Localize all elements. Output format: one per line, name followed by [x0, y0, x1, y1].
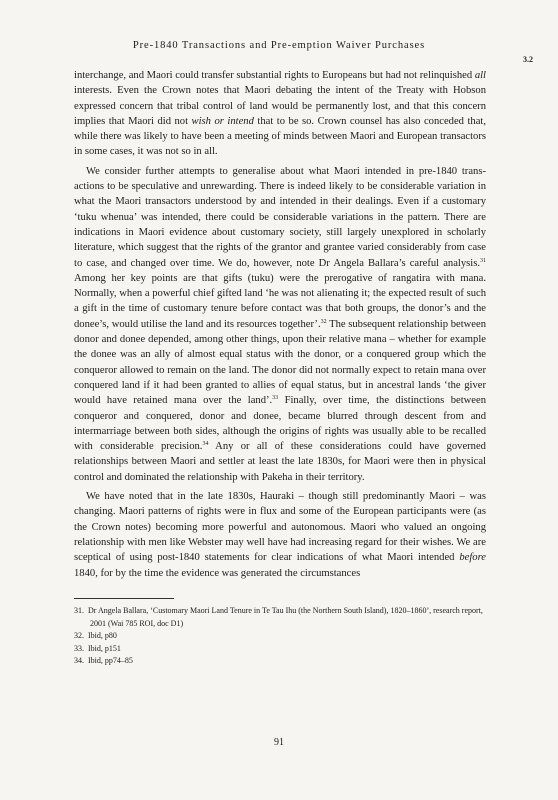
body-text [74, 68, 486, 581]
footnote-31: 31. Dr Angela Ballara, ‘Customary Maori Land Tenure in Te Tau Ihu (the Northern South Island), 1820–1860’, research report, 2001 (Wai 785 ROI, doc D1) [74, 606, 483, 628]
emphasis: before [459, 552, 486, 564]
section-number: 3.2 [523, 55, 533, 64]
paragraph-1: interchange, and Maori could transfer substantial rights to Europeans but had not relinquished all interests. Even the Crown notes that Maori debating the intent of the Treaty with Hobson expressed concern that tribal control of land would be permanently lost, and that this concern implies that Maori did not wish or intend that to be so. Crown counsel has also conceded that, while there was likely to have been a meeting of minds between Maori and European transactors in some cases, it was not so in all. [74, 70, 487, 158]
emphasis: all [474, 70, 486, 81]
page-number: 91 [274, 737, 284, 748]
paragraph-2: We consider further attempts to generalise about what Maori intended in pre-1840 transactions to be speculative and unrewarding. There is indeed likely to be considerable variation in what the Maori transactors understood by and intended in their dealings. Even if a customary ‘tuku whenua’ was intended, there could be considerable variations in the pattern. There are indications in Maori evidence about customary society, still largely unexplored in scholarly literature, which suggest that the rights of the grantor and grantee varied considerably from case to case, and changed over time. We do, however, note Dr Angela Ballara’s careful analysis.$^{31}$ Among her key points are that gifts (tuku) were the prerogative of rangatira with mana. Normally, when a powerful chief gifted land ‘he was not alienating it; the expected result of such a gift in the time of customary tenure before contact was that both groups, the donor’s and the donee’s, would utilise the land and its resources together’.$^{32}$ The subsequent relationship between donor and donee depended, among other things, upon their relative mana – whether for example the donee was an ally of almost equal status with the donor, or a conquered group which the conqueror allowed to remain on the land. The donor did not normally expect to retain mana over conquered land if it had been granted to allies of equal status, but in ancestral lands ‘the giver would have retained mana over the land’.$^{33}$ Finally, over time, the distinctions between conqueror and conquered, donor and donee, became blurred through descent from and intermarriage between both sides, although the origins of rights was usually able to be recalled with considerable precision.$^{34}$ Any or all of these considerations could have governed relationships between Maori and settler at least the late 1830s, for Maori were then in physical control and dominated the relationship with Pakeha in their territory. [74, 165, 486, 483]
footnote-rule [74, 598, 174, 599]
running-header: Pre-1840 Transactions and Pre-emption Waiver Purchases [132, 40, 426, 51]
footnote-marker[interactable]: 33 [272, 395, 279, 402]
footnote-33: 33. Ibid, p151 [74, 643, 121, 653]
footnote-marker[interactable]: 34 [202, 441, 209, 448]
footnotes [74, 598, 486, 668]
footnote-marker[interactable]: 32 [320, 318, 327, 325]
footnote-34: 34. Ibid, pp74–85 [74, 656, 133, 665]
emphasis: wish or intend [191, 115, 254, 127]
footnote-marker[interactable]: 31 [480, 257, 486, 264]
paragraph-3: We have noted that in the late 1830s, Hauraki – though still predominantly Maori – was changing. Maori patterns of rights were in flux and some of the European participants were (as the Crown notes) becoming more powerful and autonomous. Maori who valued an ongoing relationship with men like Webster may well have had increasing regard for their wishes. We are sceptical of using post-1840 statements for clear indications of what Maori intended before 1840, for by the time the evidence was generated the circumstances [74, 491, 486, 579]
footnote-32: 32. Ibid, p80 [74, 631, 117, 640]
